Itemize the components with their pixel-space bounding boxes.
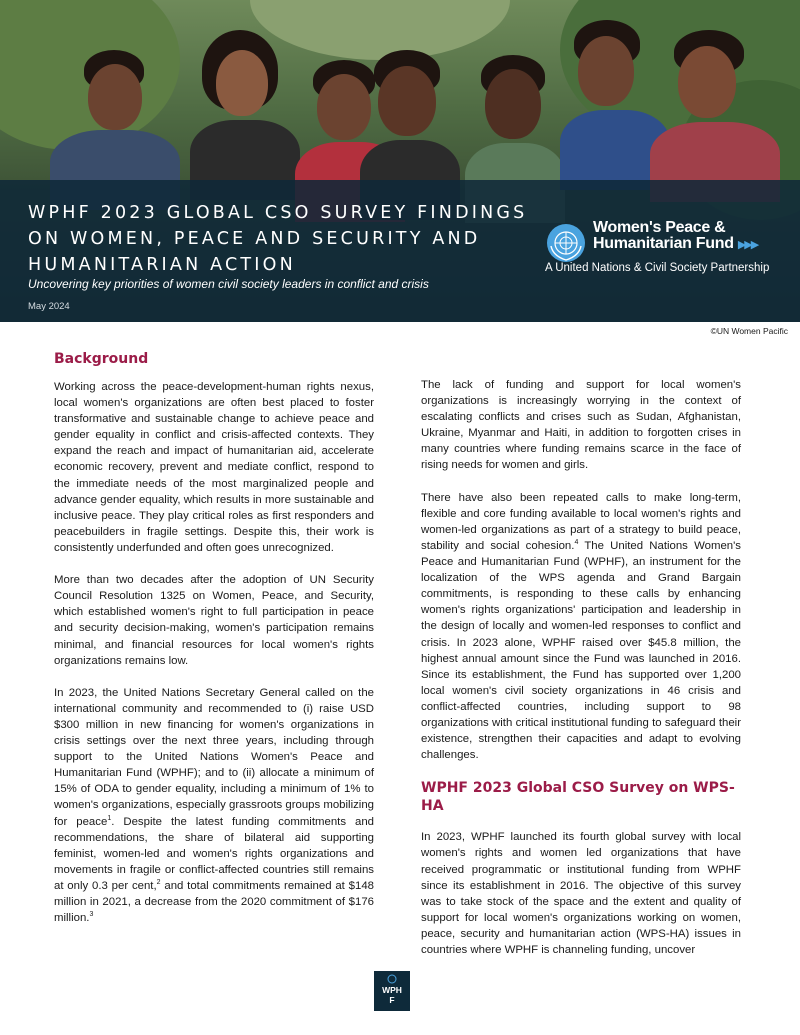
logo-tagline: A United Nations & Civil Society Partnership [545,262,770,274]
photo-credit: ©UN Women Pacific [710,326,788,336]
footnote-ref[interactable]: 4 [574,539,579,547]
survey-heading: WPHF 2023 Global CSO Survey on WPS-HA [421,780,735,815]
wphf-logo [545,220,785,280]
paragraph [54,685,374,926]
paragraph: In 2023, WPHF launched its fourth global survey with local women's rights and women led organizations that have received programmatic or institutional funding from WPHF since its establishment in 2016. The objective of this survey was to take stock of the space and the extent and quality of support for local women's organizations working on women, peace, security and humanitarian action (WPS-HA) issues in countries where WPHF is channeling funding, uncover [421,831,741,956]
person-figure [560,20,660,180]
footer-logo-line2: F [389,995,395,1005]
paragraph: The lack of funding and support for local women's organizations is increasingly worrying in the context of escalating conflicts and crises such as Sudan, Afghanistan, Ukraine, Myanmar and Haiti, in addition to forgotten crises in many countries where funding remains scarce in the face of rising needs for women and girls. [421,379,741,472]
left-column [54,350,374,942]
un-emblem-icon [386,974,398,984]
report-subtitle: Uncovering key priorities of women civil society leaders in conflict and crisis [28,277,429,291]
logo-name [593,220,757,253]
footnote-ref[interactable]: 3 [89,911,94,919]
logo-name-line2: Humanitarian Fund [593,235,734,252]
person-figure [180,30,300,190]
logo-name-line1: Women's Peace & [593,219,726,236]
report-title: WPHF 2023 GLOBAL CSO SURVEY FINDINGS ON WOMEN, PEACE AND SECURITY AND HUMANITARIAN ACTION [28,203,528,275]
paragraph-text: . Despite the latest funding commitments and recommendations, the share of bilateral aid supporting feminist, women-led and women's rights organizations and movements in fragile or conflict-affected countries still remains at only 0.3 per cent, [54,815,374,892]
footer-logo [374,971,410,1011]
person-figure [50,50,170,200]
report-date: May 2024 [28,301,70,312]
un-emblem-icon [545,222,587,264]
paragraph-text: and total commitments remained at $148 million in 2021, a decrease from the 2020 commitment of $176 million. [54,879,374,925]
paragraph-text: The United Nations Women's Peace and Humanitarian Fund (WPHF), an instrument for the localization of the WPS agenda and Grand Bargain commitments, is responding to these calls by enhancing women's rights organizations' participation and leadership in the design of locally and women-led responses to conflict and crisis. In 2023 alone, WPHF raised over $45.8 million, the highest annual amount since the Fund was launched in 2016. Since its establishment, the Fund has supported over 1,200 local women's civil society organizations in 46 crisis and conflict-affected countries, including support to 98 organizations with critical institutional funding to safeguard their existence, strengthen their capacities and adapt to evolving challenges. [421,539,741,762]
paragraph [421,490,741,764]
footnote-ref[interactable]: 2 [156,879,161,887]
footer-logo-line1: WPH [382,985,402,995]
person-figure [360,50,460,200]
background-heading: Background [54,351,149,367]
paragraph-text: In 2023, the United Nations Secretary General called on the international community and recommended to (i) raise USD $300 million in new financing for women's organizations in crisis settings over the next three years, including through support to the United Nations Women's Peace and Humanitarian Fund (WPHF); and to (ii) allocate a minimum of 15% of ODA to gender equality, including a minimum of 1% to women's organizations, especially grassroots groups mobilizing for peace [54,686,375,828]
paragraph-text: There have also been repeated calls to make long-term, flexible and core funding available to local women's rights and women-led organizations as part of a strategy to build peace, stability and social cohesion. [421,491,741,552]
paragraph: Working across the peace-development-human rights nexus, local women's organizations are often best placed to foster transformative and sustainable change to achieve peace and gender equality in conflict and crisis-affected contexts. They expand the reach and impact of humanitarian aid, accelerate economic recovery, prevent and mediate conflict, respond to the immediate needs of the most marginalized people and advance gender equality, which results in more sustainable and inclusive peace. They play critical roles as first responders and peacebuilders in fragile settings. Despite this, their work is consistently underfunded and often goes unrecognized. [54,381,374,554]
logo-arrows-icon: ▶▶▶ [737,239,758,251]
footnote-ref[interactable]: 1 [107,814,112,822]
right-column [421,377,741,974]
paragraph: More than two decades after the adoption of UN Security Council Resolution 1325 on Women, Peace, and Security, which established women's right to full participation in peace and security decision-making, women's participation remains minimal, and financial resources for local women's rights organizations remains low. [54,574,374,667]
person-figure [650,30,770,190]
